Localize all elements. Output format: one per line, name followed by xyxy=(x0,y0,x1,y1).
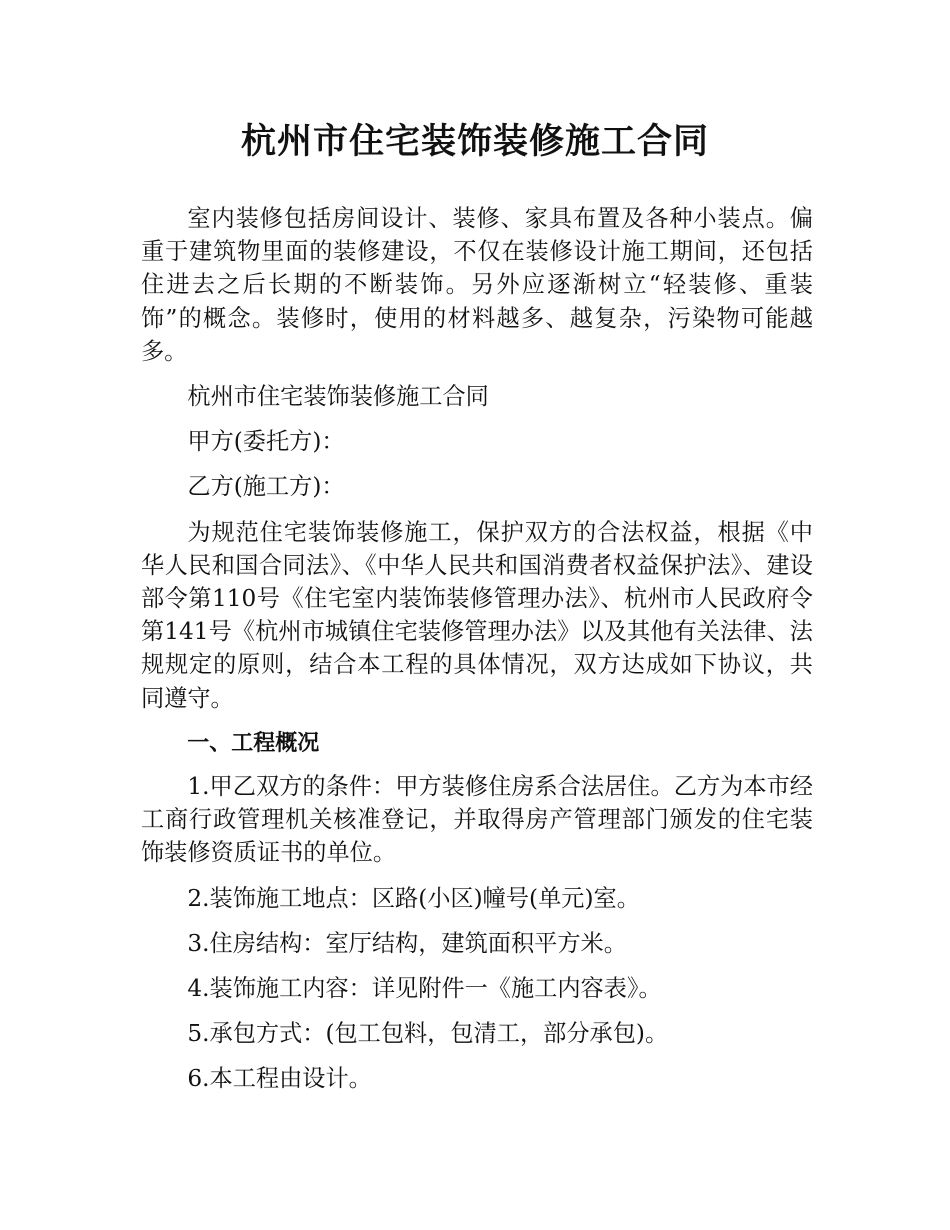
party-b-line: 乙方(施工方)： xyxy=(187,473,345,501)
document-body xyxy=(141,202,813,1108)
clause-item: 6.本工程由设计。 xyxy=(187,1065,372,1093)
clause-item: 1.甲乙双方的条件：甲方装修住房系合法居住。乙方为本市经工商行政管理机关核准登记，并取得房产管理部门颁发的住宅装饰装修资质证书的单位。 xyxy=(141,773,813,867)
clause-item: 4.装饰施工内容：详见附件一《施工内容表》。 xyxy=(187,975,662,1003)
clause-item: 2.装饰施工地点：区路(小区)幢号(单元)室。 xyxy=(187,884,640,912)
document-title: 杭州市住宅装饰装修施工合同 xyxy=(240,122,709,162)
contract-name-line: 杭州市住宅装饰装修施工合同 xyxy=(187,383,489,411)
party-a-line: 甲方(委托方)： xyxy=(187,428,345,456)
section-heading: 一、工程概况 xyxy=(187,730,320,756)
clause-item: 5.承包方式：(包工包料，包清工，部分承包)。 xyxy=(187,1020,669,1048)
preamble-paragraph: 为规范住宅装饰装修施工，保护双方的合法权益，根据《中华人民和国合同法》、《中华人民共和国消费者权益保护法》、建设部令第110号《住宅室内装饰装修管理办法》、杭州市人民政府令第141号《杭州市城镇住宅装修管理办法》以及其他有关法律、法规规定的原则，结合本工程的具体情况，双方达成如下协议，共同遵守。 xyxy=(141,518,813,712)
intro-paragraph: 室内装修包括房间设计、装修、家具布置及各种小装点。偏重于建筑物里面的装修建设，不仅在装修设计施工期间，还包括住进去之后长期的不断装饰。另外应逐渐树立“轻装修、重装饰”的概念。装修时，使用的材料越多、越复杂，污染物可能越多。 xyxy=(141,205,813,365)
clause-item: 3.住房结构：室厅结构，建筑面积平方米。 xyxy=(187,929,627,957)
